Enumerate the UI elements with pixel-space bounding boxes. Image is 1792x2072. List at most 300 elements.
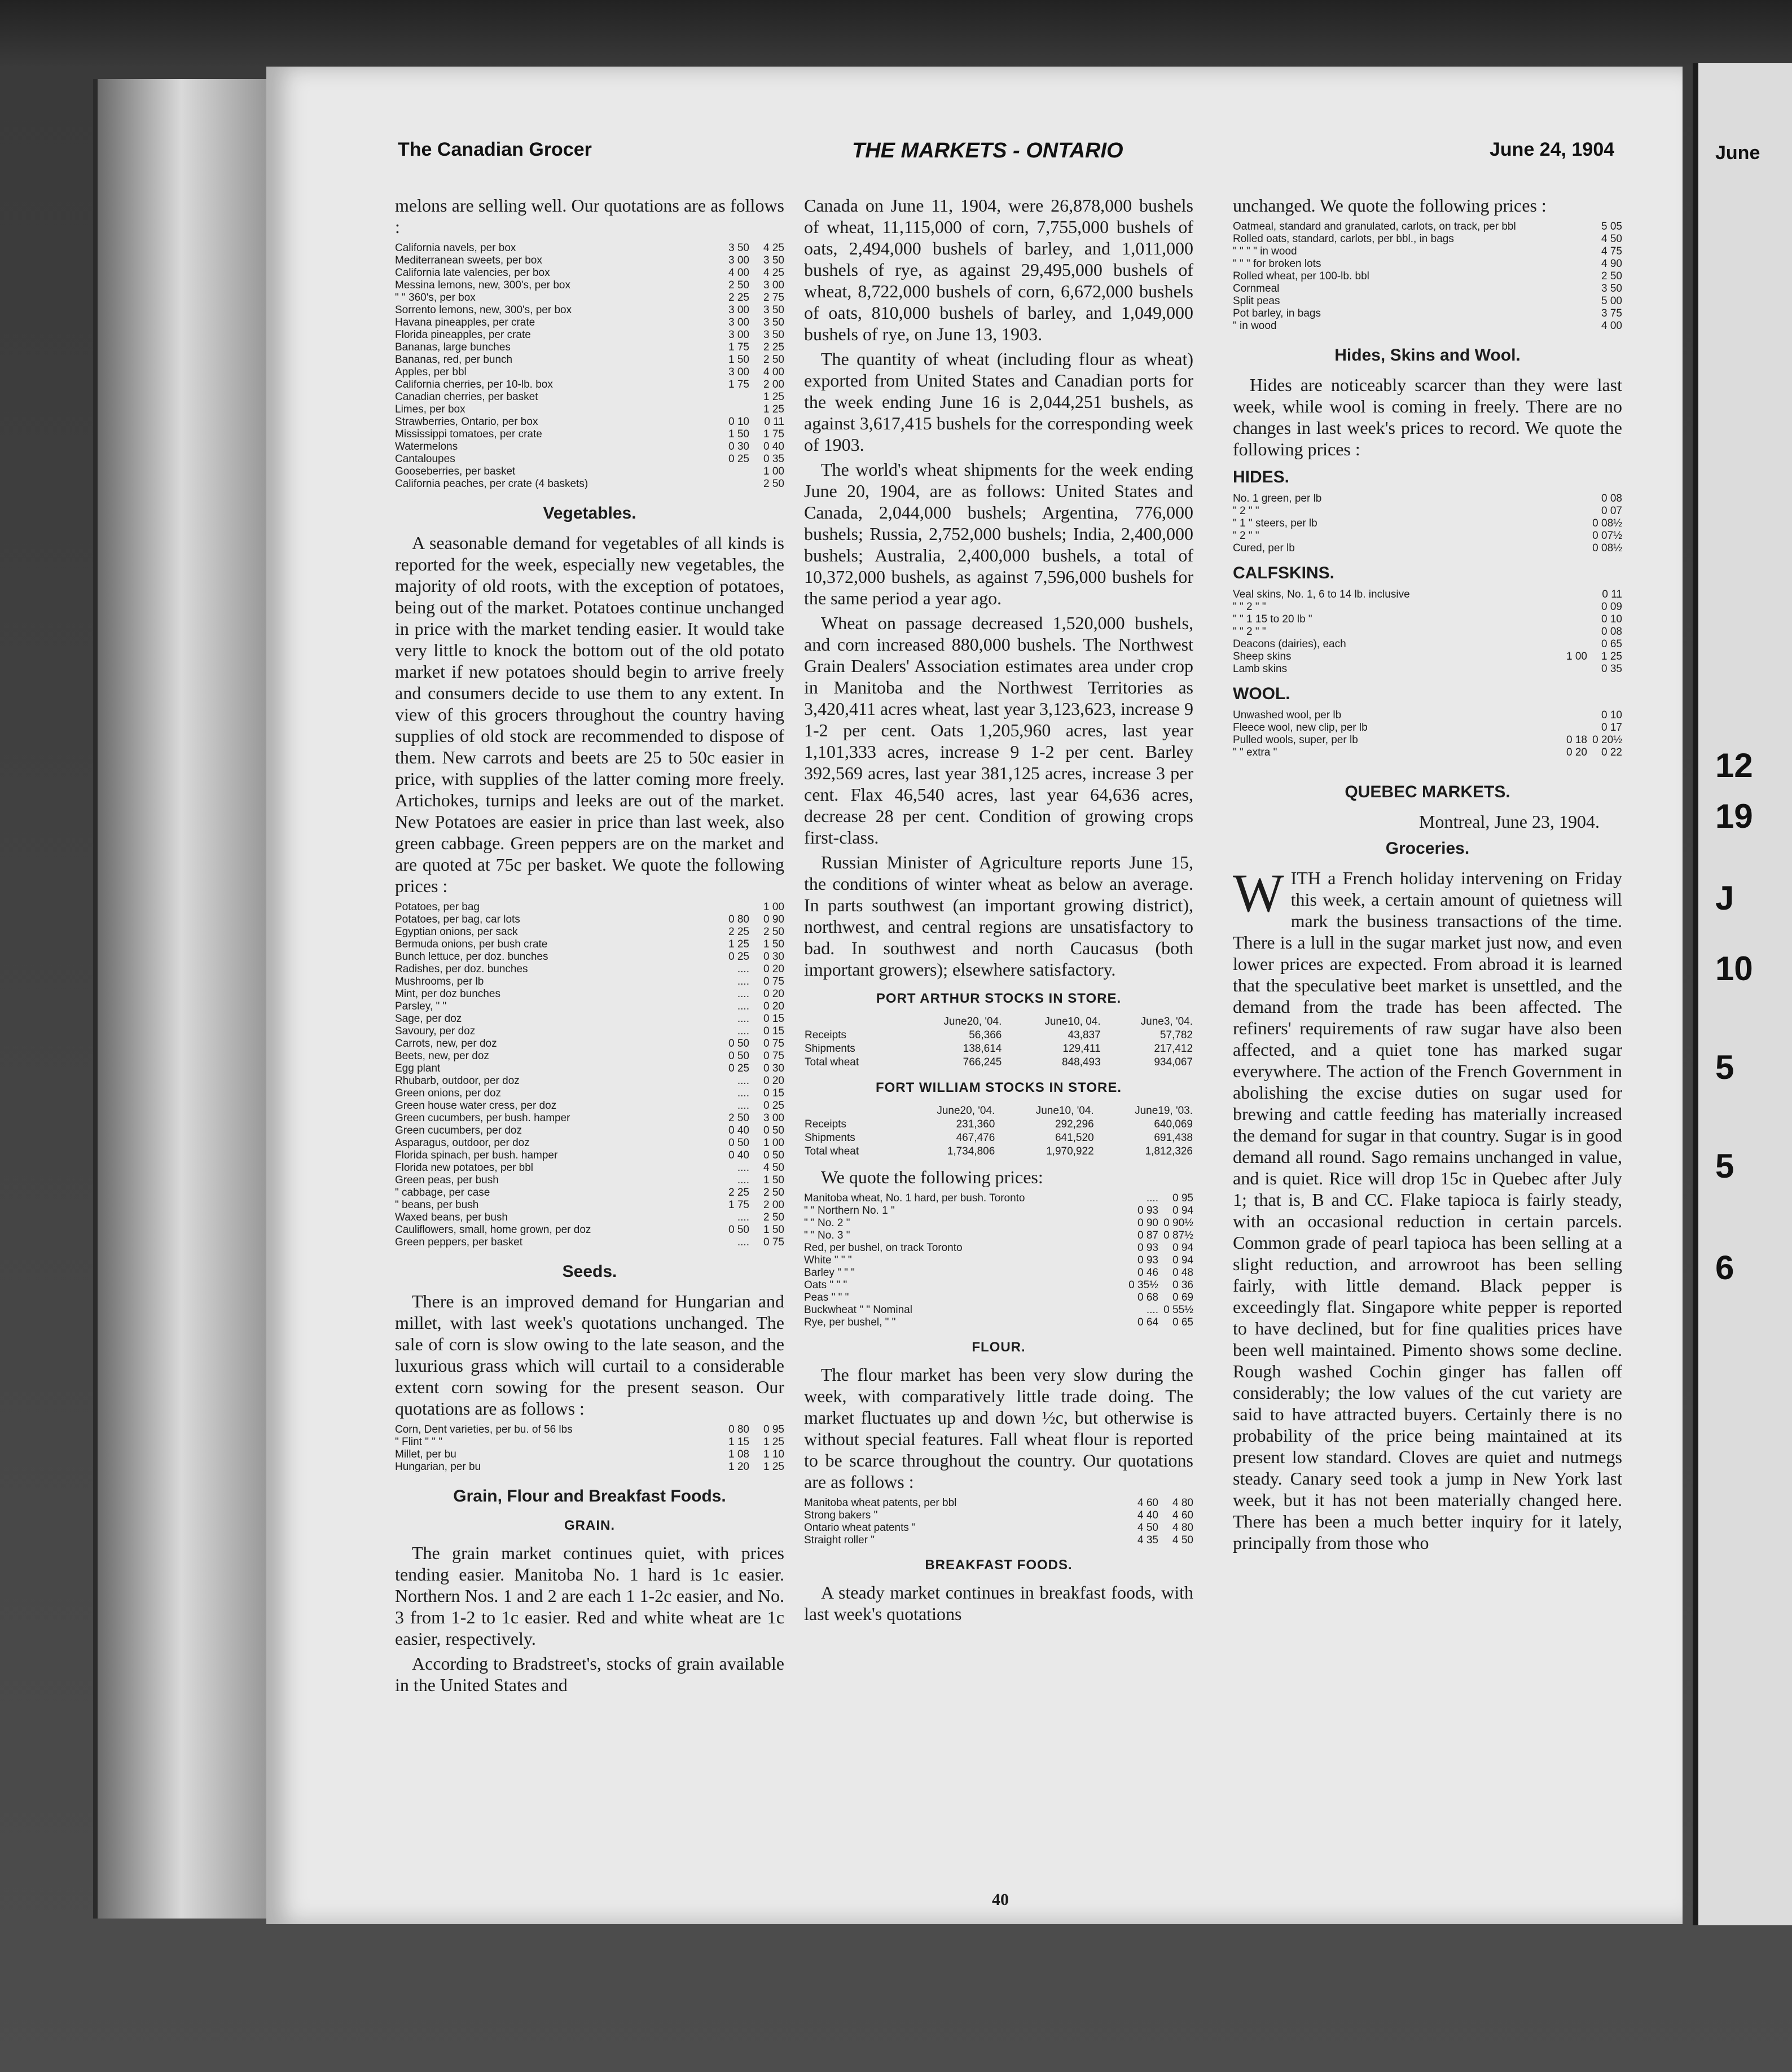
price-row <box>395 1038 784 1050</box>
price-row <box>395 453 784 466</box>
price-row <box>395 478 784 490</box>
vegetables-text: A seasonable demand for vegetables of all kinds is reported for the week, especially new vegetables, the majority of old roots, with the exception of potatoes, being out of the market. Potatoes continue unchanged in price with the market tending easier. It would take very little to knock the bottom out of the old potato market if new potatoes should begin to arrive freely and consumers decide to use them to any extent. In view of this grocers throughout the country having supplies of old stock are recommended to dispose of them. New carrots and beets are 25 to 50c easier in price, with supplies of the latter coming more freely. Artichokes, turnips and leeks are out of the market. New Potatoes are easier in price than last week, also green cabbage. Green peppers are on the market and are quoted at 75c per basket. We quote the following prices : <box>395 533 784 896</box>
seeds-heading: Seeds. <box>562 1262 617 1281</box>
price-item: Florida new potatoes, per bbl <box>395 1162 534 1174</box>
price-item: Canadian cherries, per basket <box>395 391 538 403</box>
price-item: California late valencies, per box <box>395 267 550 279</box>
price-item: Strong bakers " <box>804 1509 878 1521</box>
price-row <box>395 1137 784 1149</box>
stock-column-header <box>804 1104 897 1118</box>
price-high: 2 50 <box>763 354 784 366</box>
price-high: 4 50 <box>763 1162 784 1174</box>
stock-row-label: Shipments <box>805 1132 855 1144</box>
price-item: Mississippi tomatoes, per crate <box>395 428 542 440</box>
vegetables-heading: Vegetables. <box>543 504 636 523</box>
stock-value: 1,812,326 <box>1145 1145 1193 1157</box>
breakfast-foods-text: A steady market continues in breakfast foods, with last week's quotations <box>804 1582 1193 1624</box>
price-high: 1 10 <box>763 1448 784 1460</box>
price-row <box>395 938 784 951</box>
price-low: 0 93 <box>1137 1205 1158 1217</box>
price-row <box>804 1205 1193 1217</box>
price-low: .... <box>737 1211 749 1223</box>
stock-column-header <box>804 1015 900 1029</box>
price-low <box>714 478 749 490</box>
stock-value: 467,476 <box>956 1132 995 1144</box>
price-low: 0 20 <box>1566 747 1587 758</box>
stock-value: 1,970,922 <box>1046 1145 1094 1157</box>
price-row <box>395 254 784 267</box>
price-high: 4 50 <box>1601 233 1622 245</box>
price-low: 0 35½ <box>1128 1279 1158 1291</box>
price-row <box>1233 613 1622 626</box>
price-low: 4 40 <box>1137 1509 1158 1521</box>
stock-value: 231,360 <box>956 1118 995 1130</box>
price-high: 0 08 <box>1601 626 1622 638</box>
price-high: 3 50 <box>763 304 784 316</box>
price-low: 2 50 <box>728 1112 749 1124</box>
stock-row-label: Total wheat <box>805 1056 859 1068</box>
price-row <box>395 416 784 428</box>
price-row <box>804 1254 1193 1267</box>
price-low: .... <box>737 1162 749 1174</box>
stock-row-label: Shipments <box>805 1043 855 1055</box>
price-row <box>395 366 784 379</box>
price-row <box>395 279 784 292</box>
stock-value: 292,296 <box>1055 1118 1094 1130</box>
hides-price-table <box>1233 493 1622 555</box>
price-row <box>1233 638 1622 651</box>
price-low: 4 60 <box>1137 1497 1158 1509</box>
price-row <box>395 951 784 963</box>
price-low: .... <box>737 1087 749 1099</box>
facing-page-fragment: 5 <box>1715 1048 1734 1086</box>
price-item: " in wood <box>1233 320 1277 332</box>
price-row <box>395 317 784 329</box>
price-low: .... <box>737 988 749 1000</box>
price-item: " " No. 2 " <box>804 1217 850 1229</box>
price-item: " 2 " " <box>1233 530 1259 542</box>
price-high: 0 09 <box>1601 601 1622 613</box>
price-item: " " extra " <box>1233 747 1277 758</box>
price-row <box>1233 709 1622 722</box>
price-high: 0 90½ <box>1163 1217 1193 1229</box>
price-high: 0 15 <box>763 1025 784 1037</box>
stock-value: 138,614 <box>963 1043 1002 1055</box>
price-low <box>1552 221 1587 233</box>
price-row <box>395 1461 784 1473</box>
price-item: Rolled oats, standard, carlots, per bbl., in bags <box>1233 233 1454 245</box>
price-high: 0 11 <box>1602 589 1622 600</box>
facing-page-fragment: 12 <box>1715 747 1753 784</box>
price-low: 2 25 <box>728 1187 749 1199</box>
price-item: Lamb skins <box>1233 663 1288 675</box>
price-item: " " 2 " " <box>1233 601 1266 613</box>
price-low: 1 50 <box>728 354 749 366</box>
price-low <box>714 466 749 478</box>
price-low: .... <box>1146 1192 1158 1204</box>
port-arthur-table <box>804 1015 1193 1069</box>
stock-row-label: Total wheat <box>805 1145 859 1157</box>
facing-page-fragment: 10 <box>1715 950 1753 987</box>
price-item: California cherries, per 10-lb. box <box>395 379 553 390</box>
stock-column-header: June20, '04. <box>943 1016 1002 1028</box>
price-low: 0 80 <box>728 1424 749 1436</box>
price-item: Green peppers, per basket <box>395 1236 523 1248</box>
price-item: Fleece wool, new clip, per lb <box>1233 722 1368 734</box>
price-item: Florida pineapples, per crate <box>395 329 531 341</box>
stock-column-header: June10, 04. <box>1044 1016 1101 1028</box>
price-item: Cured, per lb <box>1233 542 1295 554</box>
price-row <box>395 428 784 441</box>
price-high: 0 30 <box>763 1063 784 1074</box>
price-low: .... <box>1146 1304 1158 1316</box>
price-low: 0 80 <box>728 914 749 925</box>
price-row <box>395 1448 784 1461</box>
price-item: Bermuda onions, per bush crate <box>395 938 548 950</box>
seed-price-table <box>395 1424 784 1473</box>
price-low: 0 90 <box>1137 1217 1158 1229</box>
price-item: Green house water cress, per doz <box>395 1100 557 1112</box>
price-item: Millet, per bu <box>395 1448 456 1460</box>
price-row <box>1233 626 1622 638</box>
price-low: 0 30 <box>728 441 749 453</box>
price-low: 0 46 <box>1137 1267 1158 1279</box>
price-low: 0 50 <box>728 1224 749 1236</box>
stock-value: 848,493 <box>1061 1056 1101 1068</box>
price-row <box>395 403 784 416</box>
price-item: Gooseberries, per basket <box>395 466 516 477</box>
facing-page-edge <box>1693 63 1792 1925</box>
price-row <box>1233 722 1622 734</box>
price-high: 0 11 <box>764 416 784 428</box>
issue-date: June 24, 1904 <box>1490 139 1615 160</box>
price-low: 3 00 <box>728 317 749 328</box>
stock-column-header: June20, '04. <box>937 1105 995 1117</box>
facing-page-fragment: 5 <box>1715 1147 1734 1185</box>
price-low: 2 25 <box>728 292 749 304</box>
price-high: 2 50 <box>763 1211 784 1223</box>
price-low <box>1552 638 1587 651</box>
price-low <box>1552 493 1587 505</box>
price-high: 0 20 <box>763 988 784 1000</box>
price-high: 2 50 <box>763 478 784 490</box>
stock-value: 640,069 <box>1154 1118 1193 1130</box>
stock-value: 934,067 <box>1154 1056 1193 1068</box>
stock-value: 56,366 <box>969 1029 1002 1041</box>
quebec-markets-heading: QUEBEC MARKETS. <box>1345 783 1510 801</box>
price-item: " " 2 " " <box>1233 626 1266 638</box>
price-item: " " Northern No. 1 " <box>804 1205 895 1217</box>
price-low: 3 00 <box>728 254 749 266</box>
price-item: Red, per bushel, on track Toronto <box>804 1242 963 1254</box>
price-item: Sheep skins <box>1233 651 1292 662</box>
price-row <box>1233 493 1622 505</box>
price-high: 0 50 <box>763 1125 784 1136</box>
price-item: Mushrooms, per lb <box>395 976 484 987</box>
price-high: 1 25 <box>763 1461 784 1473</box>
stock-row-label: Receipts <box>805 1118 846 1130</box>
price-row <box>395 976 784 988</box>
price-row <box>395 1211 784 1224</box>
stock-row <box>804 1118 1193 1131</box>
page-title: THE MARKETS - ONTARIO <box>852 139 1123 163</box>
grain-text: The grain market continues quiet, with prices tending easier. Manitoba No. 1 hard is 1c easier. Northern Nos. 1 and 2 are each 1 1-2c easier, and No. 3 from 1-2 to 1c easier. Red and white wheat are 1c easier, respectively. <box>395 1543 784 1649</box>
price-item: " 2 " " <box>1233 505 1259 517</box>
price-high: 4 80 <box>1172 1522 1193 1534</box>
breakfast-price-table <box>1233 221 1622 332</box>
price-high: 0 75 <box>763 1050 784 1062</box>
price-high: 4 90 <box>1601 258 1622 270</box>
price-item: Green cucumbers, per bush. hamper <box>395 1112 570 1124</box>
price-item: " " 1 15 to 20 lb " <box>1233 613 1312 625</box>
price-row <box>1233 601 1622 613</box>
price-row <box>395 379 784 391</box>
price-item: Mint, per doz bunches <box>395 988 500 1000</box>
price-item: Havana pineapples, per crate <box>395 317 535 328</box>
price-high: 4 25 <box>763 267 784 279</box>
price-item: Unwashed wool, per lb <box>1233 709 1342 721</box>
price-low: 1 75 <box>728 341 749 353</box>
price-low <box>1552 589 1587 601</box>
price-row <box>1233 734 1622 747</box>
price-high: 4 00 <box>763 366 784 378</box>
stock-value: 217,412 <box>1154 1043 1193 1055</box>
price-high: 1 00 <box>763 1137 784 1149</box>
price-item: Parsley, " " <box>395 1000 447 1012</box>
price-item: Strawberries, Ontario, per box <box>395 416 538 428</box>
flour-text: The flour market has been very slow during the week, with comparatively little trade doing. The market fluctuates up and down ½c, but otherwise is without special features. Fall wheat flour is reported to be scarce throughout the country. Our quotations are as follows : <box>804 1364 1193 1492</box>
fort-william-title: FORT WILLIAM STOCKS IN STORE. <box>875 1080 1122 1095</box>
price-high: 0 48 <box>1172 1267 1193 1279</box>
price-row <box>1233 663 1622 675</box>
price-item: Pulled wools, super, per lb <box>1233 734 1358 746</box>
price-high: 2 00 <box>763 1199 784 1211</box>
stock-value: 57,782 <box>1159 1029 1193 1041</box>
price-high: 1 25 <box>763 1436 784 1448</box>
price-high: 0 07 <box>1601 505 1622 517</box>
price-item: Beets, new, per doz <box>395 1050 489 1062</box>
flour-price-table <box>804 1497 1193 1547</box>
price-row <box>395 1112 784 1125</box>
price-low: 0 50 <box>728 1137 749 1149</box>
price-high: 3 00 <box>763 279 784 291</box>
price-low <box>1552 270 1587 283</box>
price-row <box>395 1199 784 1211</box>
price-low: .... <box>737 1075 749 1087</box>
price-low: 0 40 <box>728 1149 749 1161</box>
price-low <box>1552 308 1587 320</box>
price-item: " beans, per bush <box>395 1199 479 1211</box>
price-low: 1 00 <box>1566 651 1587 662</box>
price-row <box>395 354 784 366</box>
price-item: California navels, per box <box>395 242 516 254</box>
price-high: 0 10 <box>1601 613 1622 625</box>
fort-william-table <box>804 1104 1193 1158</box>
price-row <box>395 391 784 403</box>
wool-subheading: WOOL. <box>1233 684 1290 703</box>
hides-heading: Hides, Skins and Wool. <box>1334 346 1521 365</box>
price-low <box>714 901 749 914</box>
price-row <box>395 242 784 254</box>
price-high: 0 36 <box>1172 1279 1193 1291</box>
price-low: 0 25 <box>728 951 749 963</box>
price-row <box>395 1162 784 1174</box>
price-high: 3 50 <box>763 254 784 266</box>
price-item: " " 360's, per box <box>395 292 476 304</box>
price-item: Potatoes, per bag <box>395 901 480 913</box>
breakfast-intro: unchanged. We quote the following prices : <box>1233 195 1547 216</box>
wheat-export-paragraph: The quantity of wheat (including flour as wheat) exported from United States and Canadian ports for the week ending June 16 is 2,044,251 bushels, as against 3,617,415 bushels for the corresponding week of 1903. <box>804 349 1193 455</box>
price-low: .... <box>737 1013 749 1025</box>
price-row <box>395 1013 784 1025</box>
price-high: 0 17 <box>1601 722 1622 734</box>
price-high: 5 00 <box>1601 295 1622 307</box>
price-item: Watermelons <box>395 441 458 453</box>
price-high: 3 50 <box>763 317 784 328</box>
price-low <box>1552 542 1587 555</box>
stock-value: 1,734,806 <box>947 1145 995 1157</box>
price-high: 4 25 <box>763 242 784 254</box>
price-low: 3 00 <box>728 329 749 341</box>
price-high: 1 50 <box>763 938 784 950</box>
price-high: 4 50 <box>1172 1534 1193 1546</box>
price-low: 1 75 <box>728 379 749 390</box>
price-high: 2 50 <box>763 926 784 938</box>
price-low <box>1552 601 1587 613</box>
russia-paragraph: Russian Minister of Agriculture reports June 15, the conditions of winter wheat as below an average. In parts southwest (an important growing district), northwest, and central regions are unsatisfactory to bad. In southwest and north Caucasus (both important growers); elsewhere satisfactory. <box>804 852 1193 980</box>
price-high: 1 00 <box>763 466 784 477</box>
price-row <box>395 441 784 453</box>
price-item: Hungarian, per bu <box>395 1461 481 1473</box>
groceries-text: ITH a French holiday intervening on Friday this week, a certain amount of quietness will mark the business transactions of the time. There is a lull in the sugar market just now, and even lower prices are expected. From abroad it is learned that the speculative beet market is unsettled, and the demand from the trade has been affected. The refiners' requirements of raw sugar have also been affected, and a quiet tone has marked sugar everywhere. The action of the French Government in abolishing the excise duties on sugar used for brewing and cattle feeding has materially increased the demand for sugar in that country. Sugar is in good demand all round. Sago remains unchanged in value, and is quiet. Rice will drop 15c in Quebec after July 1; that is, B and CC. Flake tapioca is fairly steady, with an occasional reduction in certain parcels. Common grade of pearl tapioca has been selling at a slight reduction, and arrowroot has been selling fairly, with little demand. Black pepper is exceedingly flat. Singapore white pepper is reported to have declined, but for fine qualities prices have been well maintained. Pimento shows some decline. Rough washed Cochin ginger has fallen off considerably; the low values of the cut variety are said to have attracted buyers. Certainly there is no probability of the price being maintained at its present low standard. Cloves are quiet and nutmegs steady. Canary seed took a jump in New York last week, but it has not been materially changed here. There has been a much better inquiry for it lately, principally from those who <box>1233 868 1622 1553</box>
price-row <box>804 1192 1193 1205</box>
price-row <box>395 1125 784 1137</box>
price-row <box>804 1509 1193 1522</box>
price-row <box>804 1242 1193 1254</box>
price-low <box>1552 530 1587 542</box>
price-high: 0 65 <box>1601 638 1622 650</box>
price-row <box>395 988 784 1000</box>
price-item: Radishes, per doz. bunches <box>395 963 528 975</box>
calfskins-subheading: CALFSKINS. <box>1233 564 1334 582</box>
price-high: 0 65 <box>1172 1316 1193 1328</box>
price-item: " 1 " steers, per lb <box>1233 517 1317 529</box>
price-item: " " " for broken lots <box>1233 258 1321 270</box>
price-low: 0 93 <box>1137 1242 1158 1254</box>
price-item: " cabbage, per case <box>395 1187 490 1199</box>
price-low: .... <box>737 1025 749 1037</box>
price-row <box>1233 233 1622 245</box>
crop-area-paragraph: Wheat on passage decreased 1,520,000 bushels, and corn increased 880,000 bushels. The Northwest Grain Dealers' Association estimates area under crop in Manitoba and the Northwest Territories as 3,420,411 acres wheat, last year 3,123,623, increase 9 1-2 per cent. Oats 1,205,960 acres, last year 1,101,333 acres, increase 9 1-2 per cent. Barley 392,569 acres, last year 381,125 acres, increase 3 per cent. Flax 46,540 acres, last year 64,636 acres, decrease 28 per cent. Condition of growing crops first-class. <box>804 613 1193 848</box>
price-low: 3 00 <box>728 366 749 378</box>
price-item: Potatoes, per bag, car lots <box>395 914 520 925</box>
price-high: 1 25 <box>763 391 784 403</box>
price-row <box>395 1424 784 1436</box>
price-low: 1 50 <box>728 428 749 440</box>
price-low: 2 25 <box>728 926 749 938</box>
price-row <box>395 1025 784 1038</box>
price-high: 0 20½ <box>1592 734 1622 746</box>
flour-heading: FLOUR. <box>972 1340 1026 1355</box>
price-row <box>1233 245 1622 258</box>
price-low: 0 18 <box>1566 734 1587 746</box>
price-item: Green onions, per doz <box>395 1087 502 1099</box>
price-item: Manitoba wheat patents, per bbl <box>804 1497 957 1509</box>
stock-row <box>804 1029 1193 1042</box>
price-high: 0 94 <box>1172 1205 1193 1217</box>
price-row <box>1233 258 1622 270</box>
price-item: Green cucumbers, per doz <box>395 1125 522 1136</box>
stock-column-header: June10, '04. <box>1035 1105 1094 1117</box>
price-high: 0 50 <box>763 1149 784 1161</box>
price-row <box>395 1087 784 1100</box>
price-row <box>395 1174 784 1187</box>
price-low <box>714 403 749 416</box>
price-row <box>1233 589 1622 601</box>
price-row <box>1233 221 1622 233</box>
stock-row <box>804 1145 1193 1158</box>
price-high: 1 75 <box>763 428 784 440</box>
price-item: " " No. 3 " <box>804 1230 850 1241</box>
price-row <box>395 1000 784 1013</box>
price-high: 3 75 <box>1601 308 1622 319</box>
drop-cap: W <box>1233 863 1284 923</box>
price-item: Messina lemons, new, 300's, per box <box>395 279 570 291</box>
price-high: 5 05 <box>1601 221 1622 232</box>
price-high: 3 50 <box>1601 283 1622 295</box>
price-high: 0 75 <box>763 976 784 987</box>
port-arthur-title: PORT ARTHUR STOCKS IN STORE. <box>876 991 1122 1006</box>
price-low: 0 87 <box>1137 1230 1158 1241</box>
groceries-heading: Groceries. <box>1385 839 1470 858</box>
price-item: Mediterranean sweets, per box <box>395 254 542 266</box>
price-row <box>395 1187 784 1199</box>
price-row <box>1233 270 1622 283</box>
price-item: Bananas, red, per bunch <box>395 354 513 366</box>
price-row <box>804 1304 1193 1316</box>
price-low <box>1552 233 1587 245</box>
price-low: 1 15 <box>728 1436 749 1448</box>
world-shipments-paragraph: The world's wheat shipments for the week ending June 20, 1904, are as follows: United States and Canada, 2,044,000 bushels; Argentina, 776,000 bushels; Russia, 2,752,000 bushels; India, 2,400,000 bushels; Australia, 2,400,000 bushels, a total of 10,372,000 bushels, as against 7,596,000 bushels for the same period a year ago. <box>804 459 1193 608</box>
facing-page-fragment: J <box>1715 879 1734 917</box>
price-low: 0 40 <box>728 1125 749 1136</box>
price-low: 0 10 <box>728 416 749 428</box>
price-item: Savoury, per doz <box>395 1025 476 1037</box>
price-row <box>1233 517 1622 530</box>
book-binding <box>93 79 284 1919</box>
stock-value: 129,411 <box>1062 1043 1101 1055</box>
price-item: Split peas <box>1233 295 1280 307</box>
price-row <box>804 1316 1193 1329</box>
price-high: 0 35 <box>1601 663 1622 675</box>
fruit-intro: melons are selling well. Our quotations are as follows : <box>395 195 784 237</box>
price-item: White " " " <box>804 1254 852 1266</box>
quebec-dateline: Montreal, June 23, 1904. <box>1419 811 1600 832</box>
price-low <box>1552 663 1587 675</box>
stock-value: 766,245 <box>963 1056 1002 1068</box>
price-item: Cantaloupes <box>395 453 455 465</box>
price-row <box>804 1534 1193 1547</box>
price-row <box>1233 295 1622 308</box>
price-item: Deacons (dairies), each <box>1233 638 1346 650</box>
price-low: 1 25 <box>728 938 749 950</box>
price-high: 0 08½ <box>1592 542 1622 554</box>
price-low: .... <box>737 1000 749 1012</box>
price-high: 1 50 <box>763 1174 784 1186</box>
stock-column-header: June3, '04. <box>1140 1016 1193 1028</box>
price-high: 0 40 <box>763 441 784 453</box>
price-row <box>395 267 784 279</box>
